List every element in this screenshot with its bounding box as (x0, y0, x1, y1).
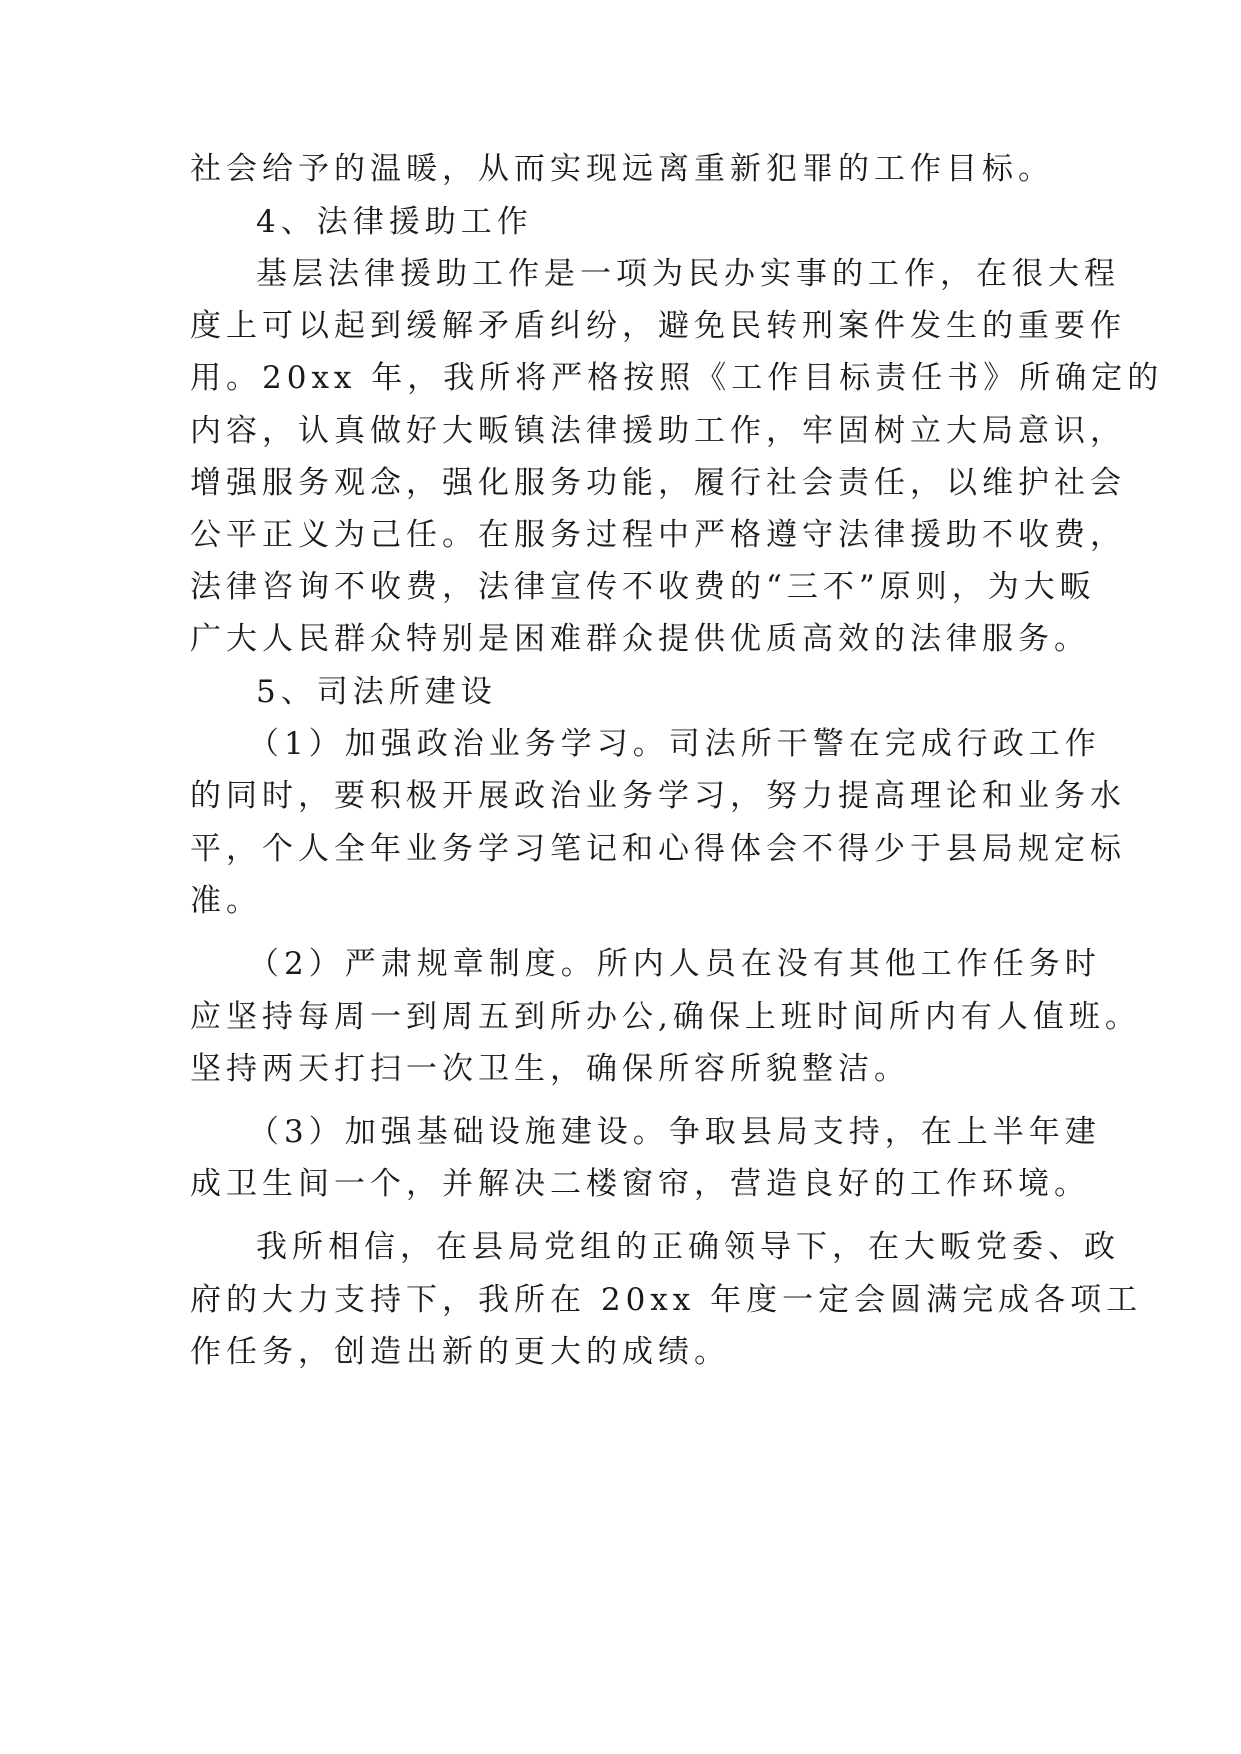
text-line: 增强服务观念，强化服务功能，履行社会责任，以维护社会 (190, 465, 1126, 501)
text-line: 成卫生间一个，并解决二楼窗帘，营造良好的工作环境。 (190, 1166, 1090, 1202)
text-line: 公平正义为己任。在服务过程中严格遵守法律援助不收费， (190, 517, 1126, 553)
text-line: （2）严肃规章制度。所内人员在没有其他工作任务时 (248, 946, 1101, 982)
text-line: 应坚持每周一到周五到所办公,确保上班时间所内有人值班。 (190, 999, 1141, 1035)
text-line: 广大人民群众特别是困难群众提供优质高效的法律服务。 (190, 621, 1090, 657)
text-line: 我所相信，在县局党组的正确领导下，在大畈党委、政 (256, 1229, 1120, 1265)
section-heading-office-construction: 5、司法所建设 (256, 674, 497, 710)
text-line: 的同时，要积极开展政治业务学习，努力提高理论和业务水 (190, 778, 1126, 814)
text-line: 用。20xx 年，我所将严格按照《工作目标责任书》所确定的 (190, 360, 1164, 396)
text-line: （3）加强基础设施建设。争取县局支持，在上半年建 (248, 1114, 1101, 1150)
text-line: （1）加强政治业务学习。司法所干警在完成行政工作 (248, 726, 1101, 762)
text-line: 内容，认真做好大畈镇法律援助工作，牢固树立大局意识， (190, 413, 1126, 449)
text-line: 基层法律援助工作是一项为民办实事的工作，在很大程 (256, 256, 1120, 292)
text-line: 度上可以起到缓解矛盾纠纷，避免民转刑案件发生的重要作 (190, 308, 1126, 344)
text-line: 法律咨询不收费，法律宣传不收费的“三不”原则，为大畈 (190, 569, 1096, 605)
text-line: 坚持两天打扫一次卫生，确保所容所貌整洁。 (190, 1051, 910, 1087)
text-line: 准。 (190, 883, 262, 919)
text-line: 作任务，创造出新的更大的成绩。 (190, 1334, 730, 1370)
text-line: 平，个人全年业务学习笔记和心得体会不得少于县局规定标 (190, 831, 1126, 867)
text-line: 府的大力支持下，我所在 20xx 年度一定会圆满完成各项工 (190, 1282, 1143, 1318)
text-line: 社会给予的温暖，从而实现远离重新犯罪的工作目标。 (190, 151, 1054, 187)
section-heading-legal-aid: 4、法律援助工作 (256, 204, 533, 240)
